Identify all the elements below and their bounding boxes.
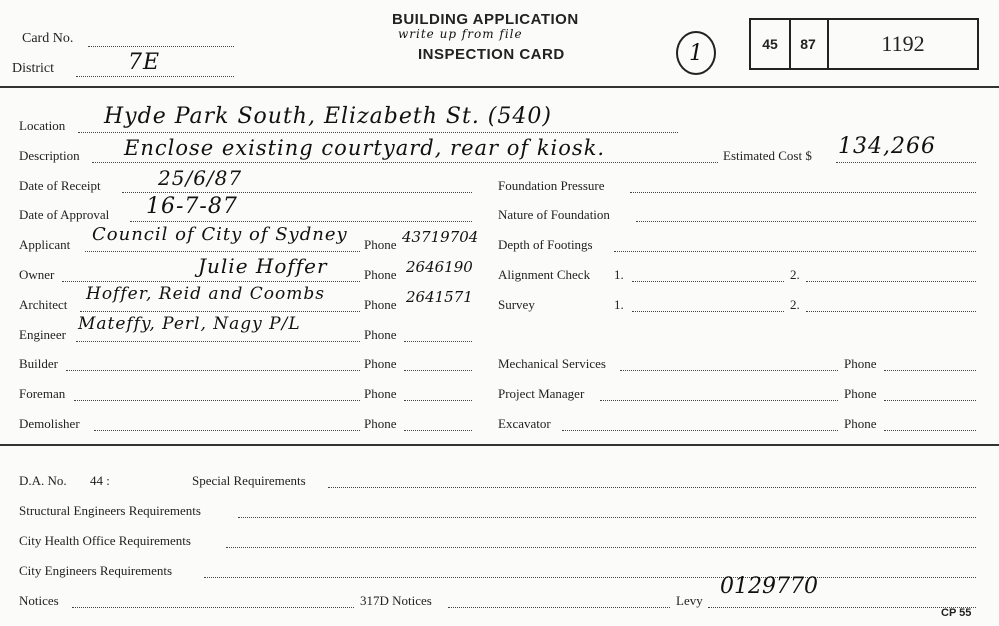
description-label: Description: [19, 148, 80, 163]
architect-phone-label: Phone: [364, 297, 397, 312]
project-manager-line: [600, 400, 838, 401]
location-line: [78, 132, 678, 133]
location-label: Location: [19, 118, 66, 133]
circled-number: [676, 31, 716, 75]
survey-line2: [806, 311, 976, 312]
demolisher-phone-line: [404, 430, 472, 431]
architect-value: Hoffer, Reid and Coombs: [86, 284, 325, 304]
depth-footings-line: [614, 251, 976, 252]
box-45-value: 45: [762, 36, 778, 52]
estimated-cost-value: 134,266: [838, 134, 936, 159]
header-divider: [0, 86, 999, 88]
health-requirements-line: [226, 547, 976, 548]
project-manager-phone-label: Phone: [844, 386, 877, 401]
owner-phone-label: Phone: [364, 267, 397, 282]
notices-317d-label: 317D Notices: [360, 593, 432, 608]
excavator-phone-label: Phone: [844, 416, 877, 431]
estimated-cost-line: [836, 162, 976, 163]
date-receipt-value: 25/6/87: [158, 166, 243, 190]
project-manager-label: Project Manager: [498, 386, 585, 401]
card-number-box: [829, 18, 979, 70]
da-no-label: D.A. No.: [19, 473, 67, 488]
applicant-value: Council of City of Sydney: [92, 224, 348, 245]
notices-line: [72, 607, 354, 608]
owner-phone-value: 2646190: [406, 258, 473, 276]
middle-divider: [0, 444, 999, 446]
engineer-line: [76, 341, 360, 342]
special-requirements-label: Special Requirements: [192, 473, 306, 488]
date-approval-label: Date of Approval: [19, 207, 110, 222]
form-code: CP 55: [941, 607, 972, 619]
special-requirements-line: [328, 487, 976, 488]
estimated-cost-label: Estimated Cost $: [723, 148, 812, 163]
mechanical-services-label: Mechanical Services: [498, 356, 606, 371]
applicant-line: [85, 251, 360, 252]
applicant-phone-value: 43719704: [402, 228, 479, 246]
foreman-phone-label: Phone: [364, 386, 397, 401]
demolisher-phone-label: Phone: [364, 416, 397, 431]
survey-line1: [632, 311, 784, 312]
builder-phone-line: [404, 370, 472, 371]
excavator-phone-line: [884, 430, 976, 431]
mechanical-phone-label: Phone: [844, 356, 877, 371]
owner-line: [62, 281, 360, 282]
engineer-phone-line: [404, 341, 472, 342]
survey-num2: 2.: [790, 297, 800, 312]
card-no-line: [88, 46, 234, 47]
box-87: [789, 18, 829, 70]
alignment-line2: [806, 281, 976, 282]
builder-line: [66, 370, 360, 371]
date-receipt-label: Date of Receipt: [19, 178, 101, 193]
description-value: Enclose existing courtyard, rear of kiosk.: [124, 136, 606, 160]
form-title-line1: BUILDING APPLICATION: [392, 11, 579, 28]
nature-foundation-line: [636, 221, 976, 222]
engineer-label: Engineer: [19, 327, 66, 342]
location-value: Hyde Park South, Elizabeth St. (540): [104, 104, 552, 129]
survey-label: Survey: [498, 297, 535, 312]
card-number: 1192: [881, 31, 925, 56]
foreman-line: [74, 400, 360, 401]
district-line: [76, 76, 234, 77]
date-approval-line: [130, 221, 472, 222]
date-receipt-line: [122, 192, 472, 193]
depth-footings-label: Depth of Footings: [498, 237, 593, 252]
notices-label: Notices: [19, 593, 59, 608]
alignment-line1: [632, 281, 784, 282]
demolisher-line: [94, 430, 360, 431]
architect-phone-value: 2641571: [406, 288, 473, 306]
architect-label: Architect: [19, 297, 68, 312]
foreman-label: Foreman: [19, 386, 66, 401]
engineers-requirements-label: City Engineers Requirements: [19, 563, 173, 578]
form-title-line2: INSPECTION CARD: [418, 46, 565, 63]
nature-foundation-label: Nature of Foundation: [498, 207, 610, 222]
applicant-phone-label: Phone: [364, 237, 397, 252]
date-approval-value: 16-7-87: [146, 194, 238, 219]
notices-317d-line: [448, 607, 670, 608]
engineer-value: Mateffy, Perl, Nagy P/L: [78, 314, 301, 334]
engineers-requirements-line: [204, 577, 976, 578]
demolisher-label: Demolisher: [19, 416, 80, 431]
district-label: District: [12, 61, 54, 76]
box-45: [749, 18, 791, 70]
district-value: 7E: [128, 50, 161, 75]
da-no-value: 44 :: [90, 473, 110, 488]
owner-label: Owner: [19, 267, 55, 282]
box-87-value: 87: [800, 36, 816, 52]
engineer-phone-label: Phone: [364, 327, 397, 342]
survey-num1: 1.: [614, 297, 624, 312]
health-requirements-label: City Health Office Requirements: [19, 533, 191, 548]
architect-line: [80, 311, 360, 312]
structural-requirements-line: [238, 517, 976, 518]
description-line: [92, 162, 718, 163]
card-no-label: Card No.: [22, 31, 74, 46]
project-manager-phone-line: [884, 400, 976, 401]
levy-line: [708, 607, 976, 608]
alignment-num1: 1.: [614, 267, 624, 282]
excavator-line: [562, 430, 838, 431]
structural-requirements-label: Structural Engineers Requirements: [19, 503, 201, 518]
alignment-num2: 2.: [790, 267, 800, 282]
foundation-pressure-label: Foundation Pressure: [498, 178, 605, 193]
handwritten-header-note: write up from file: [398, 27, 523, 41]
builder-phone-label: Phone: [364, 356, 397, 371]
foreman-phone-line: [404, 400, 472, 401]
applicant-label: Applicant: [19, 237, 71, 252]
builder-label: Builder: [19, 356, 58, 371]
owner-value: Julie Hoffer: [198, 254, 328, 278]
circled-number-value: 1: [689, 40, 703, 66]
foundation-pressure-line: [630, 192, 976, 193]
levy-value: 0129770: [720, 574, 818, 599]
mechanical-services-line: [620, 370, 838, 371]
excavator-label: Excavator: [498, 416, 551, 431]
levy-label: Levy: [676, 593, 703, 608]
mechanical-phone-line: [884, 370, 976, 371]
alignment-check-label: Alignment Check: [498, 267, 591, 282]
